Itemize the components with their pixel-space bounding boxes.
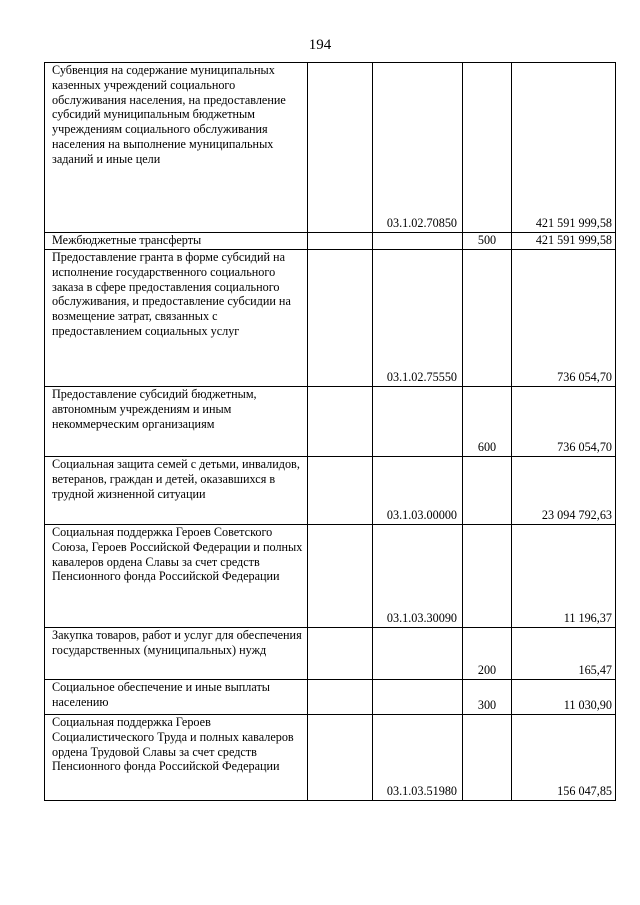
budget-table (44, 62, 616, 801)
row-sum-cell: 11 030,90 (512, 680, 616, 715)
row-type-cell: 300 (463, 680, 512, 715)
row-name-cell: Предоставление гранта в форме субсидий на исполнение государственного социального заказа в сфере предоставления социального обслуживания, и предоставление субсидии на возмещение затрат, связанных с предоставлением социальных услуг (45, 250, 308, 387)
row-code-cell: 03.1.03.30090 (373, 525, 463, 628)
row-type-cell: 600 (463, 387, 512, 457)
row-name-cell: Социальная поддержка Героев Социалистического Труда и полных кавалеров ордена Трудовой Славы за счет средств Пенсионного фонда Российской Федерации (45, 715, 308, 801)
table-row (45, 628, 616, 680)
row-code-cell (373, 387, 463, 457)
page-number: 194 (308, 37, 332, 53)
row-sum-cell: 23 094 792,63 (512, 457, 616, 525)
row-name-cell: Социальная защита семей с детьми, инвалидов, ветеранов, граждан и детей, оказавшихся в трудной жизненной ситуации (45, 457, 308, 525)
row-sum-cell: 421 591 999,58 (512, 63, 616, 233)
empty-cell (308, 387, 373, 457)
row-sum-cell: 11 196,37 (512, 525, 616, 628)
table-row (45, 715, 616, 801)
row-type-cell (463, 715, 512, 801)
row-name-cell: Межбюджетные трансферты (45, 233, 308, 250)
row-type-cell (463, 457, 512, 525)
row-type-cell (463, 525, 512, 628)
empty-cell (308, 250, 373, 387)
empty-cell (308, 233, 373, 250)
row-code-cell (373, 680, 463, 715)
row-code-cell: 03.1.03.51980 (373, 715, 463, 801)
row-type-cell (463, 250, 512, 387)
row-sum-cell: 736 054,70 (512, 387, 616, 457)
row-sum-cell: 165,47 (512, 628, 616, 680)
row-code-cell (373, 233, 463, 250)
row-sum-cell: 736 054,70 (512, 250, 616, 387)
table-row (45, 63, 616, 233)
row-type-cell: 500 (463, 233, 512, 250)
row-code-cell (373, 628, 463, 680)
empty-cell (308, 715, 373, 801)
row-sum-cell: 421 591 999,58 (512, 233, 616, 250)
table-row (45, 387, 616, 457)
row-code-cell: 03.1.02.75550 (373, 250, 463, 387)
row-type-cell (463, 63, 512, 233)
row-name-cell: Закупка товаров, работ и услуг для обеспечения государственных (муниципальных) нужд (45, 628, 308, 680)
table-row (45, 250, 616, 387)
table-row (45, 525, 616, 628)
empty-cell (308, 63, 373, 233)
row-sum-cell: 156 047,85 (512, 715, 616, 801)
row-code-cell: 03.1.03.00000 (373, 457, 463, 525)
empty-cell (308, 457, 373, 525)
table-row (45, 680, 616, 715)
table-row (45, 233, 616, 250)
row-code-cell: 03.1.02.70850 (373, 63, 463, 233)
row-name-cell: Социальная поддержка Героев Советского Союза, Героев Российской Федерации и полных кавалеров ордена Славы за счет средств Пенсионного фонда Российской Федерации (45, 525, 308, 628)
row-type-cell: 200 (463, 628, 512, 680)
empty-cell (308, 525, 373, 628)
row-name-cell: Предоставление субсидий бюджетным, автономным учреждениям и иным некоммерческим организациям (45, 387, 308, 457)
empty-cell (308, 680, 373, 715)
row-name-cell: Социальное обеспечение и иные выплаты населению (45, 680, 308, 715)
table-row (45, 457, 616, 525)
row-name-cell: Субвенция на содержание муниципальных казенных учреждений социального обслуживания населения, на предоставление субсидий муниципальным бюджетным учреждениям социального обслуживания населения на выполнение муниципальных заданий и иные цели (45, 63, 308, 233)
empty-cell (308, 628, 373, 680)
